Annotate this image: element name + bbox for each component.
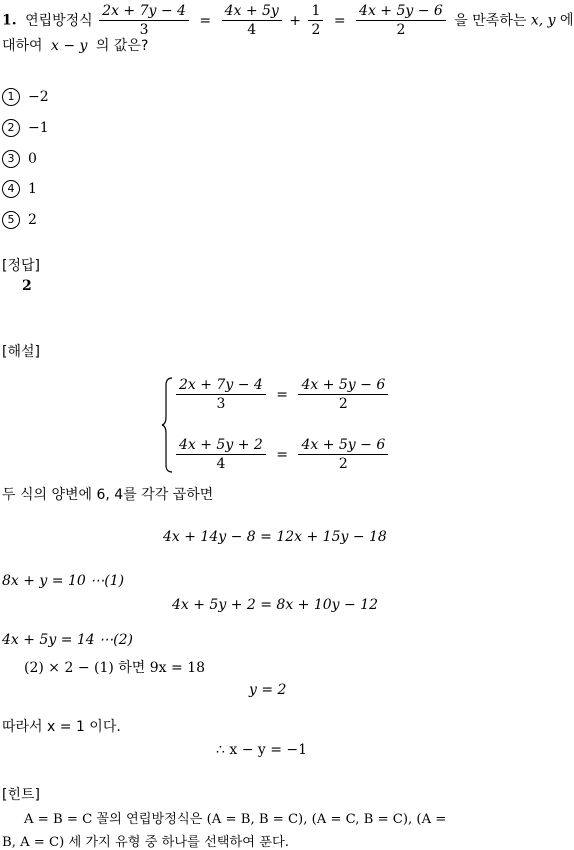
choice-value-2: −1 xyxy=(28,120,49,136)
choice-value-1: −2 xyxy=(28,89,49,105)
sys2-right-fraction xyxy=(298,436,388,473)
equation-b: 4x + 5y + 2 = 8x + 10y − 12 xyxy=(172,597,379,613)
problem-lead: 연립방정식 xyxy=(25,12,93,29)
problem-line-2-a: 대하여 xyxy=(2,38,43,54)
hint-line-1: A = B = C 꼴의 연립방정식은 (A = B, B = C), (A = C, B = C), (A = xyxy=(24,812,447,827)
choice-mark-5: 5 xyxy=(2,211,20,229)
fraction-4-denominator: 2 xyxy=(396,22,406,38)
choice-4[interactable] xyxy=(2,180,37,198)
sys2-left-denominator: 4 xyxy=(216,456,226,472)
sys1-left-numerator: 2x + 7y − 4 xyxy=(176,376,266,395)
sys1-left-fraction xyxy=(176,376,266,413)
problem-tail: 을 만족하는 xyxy=(454,12,527,29)
fraction-4-numerator: 4x + 5y − 6 xyxy=(356,2,446,21)
choice-value-3: 0 xyxy=(28,151,37,167)
sys1-right-denominator: 2 xyxy=(338,396,348,412)
sys2-right-denominator: 2 xyxy=(338,456,348,472)
hint-label: [힌트] xyxy=(2,787,40,803)
plus-sign: + xyxy=(289,12,302,29)
choice-value-5: 2 xyxy=(28,212,37,228)
fraction-2-numerator: 4x + 5y xyxy=(222,2,282,21)
fraction-3-numerator: 1 xyxy=(308,2,323,21)
elimination-step: (2) × 2 − (1) 하면 9x = 18 xyxy=(24,660,206,676)
fraction-4 xyxy=(356,2,446,39)
sys1-right-fraction xyxy=(298,376,388,413)
fraction-3 xyxy=(308,2,323,39)
equals-sign: = xyxy=(276,386,288,403)
fraction-1-numerator: 2x + 7y − 4 xyxy=(99,2,189,21)
system-brace xyxy=(162,377,174,473)
equals-sign: = xyxy=(276,446,288,463)
problem-line-2-expr: x − y xyxy=(51,38,88,54)
system-equation-2 xyxy=(174,436,390,473)
choice-mark-1: 1 xyxy=(2,88,20,106)
choice-3[interactable] xyxy=(2,150,37,168)
answer-value: 2 xyxy=(22,278,32,294)
problem-number: 1. xyxy=(2,12,17,29)
sys1-right-numerator: 4x + 5y − 6 xyxy=(298,376,388,395)
fraction-3-denominator: 2 xyxy=(311,22,321,38)
equals-sign: = xyxy=(199,12,212,29)
choice-1[interactable] xyxy=(2,88,49,106)
fraction-1 xyxy=(99,2,189,39)
explanation-line-1: 두 식의 양변에 6, 4를 각각 곱하면 xyxy=(2,487,214,503)
equation-2: 4x + 5y = 14 ⋯(2) xyxy=(2,632,133,648)
choice-mark-3: 3 xyxy=(2,150,20,168)
sys2-right-numerator: 4x + 5y − 6 xyxy=(298,436,388,455)
answer-label: [정답] xyxy=(2,258,40,274)
fraction-2 xyxy=(222,2,282,39)
problem-variables: x, y xyxy=(530,12,556,29)
choice-mark-4: 4 xyxy=(2,180,20,198)
choice-2[interactable] xyxy=(2,119,49,137)
fraction-2-denominator: 4 xyxy=(247,22,257,38)
equals-sign: = xyxy=(333,12,346,29)
hint-line-2: B, A = C) 세 가지 유형 중 하나를 선택하여 푼다. xyxy=(2,835,289,850)
explanation-label: [해설] xyxy=(2,344,40,360)
problem-line-2 xyxy=(2,36,148,56)
y-value: y = 2 xyxy=(249,682,287,698)
choice-value-4: 1 xyxy=(28,181,37,197)
equation-1: 8x + y = 10 ⋯(1) xyxy=(2,573,125,589)
sys1-left-denominator: 3 xyxy=(216,396,226,412)
choice-5[interactable] xyxy=(2,211,37,229)
final-result: ∴ x − y = −1 xyxy=(216,742,308,758)
problem-tail-2: 에 xyxy=(560,12,574,29)
sys2-left-numerator: 4x + 5y + 2 xyxy=(176,436,266,455)
choice-mark-2: 2 xyxy=(2,119,20,137)
equation-a: 4x + 14y − 8 = 12x + 15y − 18 xyxy=(163,529,387,545)
fraction-1-denominator: 3 xyxy=(139,22,149,38)
problem-line-2-c: 의 값은? xyxy=(95,38,149,54)
thus-statement: 따라서 x = 1 이다. xyxy=(2,719,121,735)
system-equation-1 xyxy=(174,376,390,413)
sys2-left-fraction xyxy=(176,436,266,473)
problem-line-1 xyxy=(2,2,574,36)
